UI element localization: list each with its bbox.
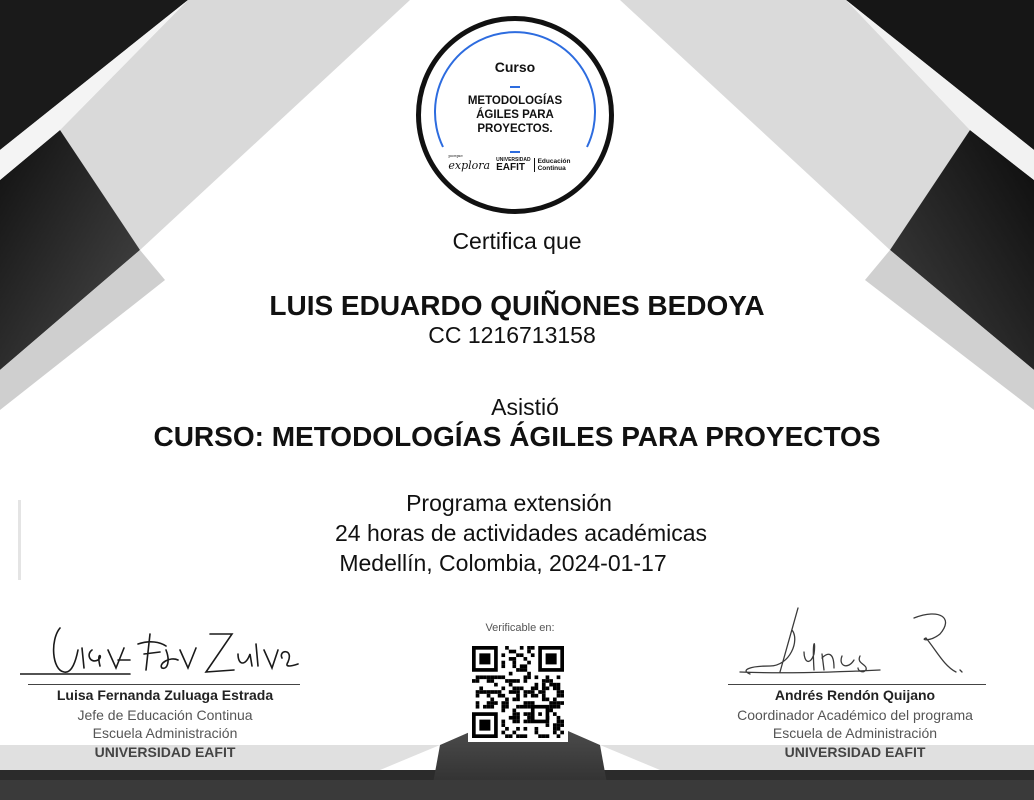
qr-code-icon[interactable] bbox=[472, 646, 564, 738]
badge-dash-bottom bbox=[510, 151, 520, 153]
course-hours: 24 horas de actividades académicas bbox=[334, 520, 708, 546]
left-signer-school: Escuela Administración bbox=[92, 725, 238, 741]
explora-logo: porque explora bbox=[448, 152, 491, 172]
certifies-text: Certifica que bbox=[452, 228, 582, 254]
course-title: CURSO: METODOLOGÍAS ÁGILES PARA PROYECTOS bbox=[153, 421, 881, 452]
badge-label: Curso bbox=[494, 59, 536, 75]
side-watermark bbox=[14, 500, 26, 580]
left-signer-org: UNIVERSIDAD EAFIT bbox=[94, 744, 236, 760]
program-type: Programa extensión bbox=[406, 490, 612, 516]
right-signature-image bbox=[730, 600, 990, 684]
qr-code-container[interactable] bbox=[468, 644, 568, 742]
badge-dash-top bbox=[510, 86, 520, 88]
right-signer-org: UNIVERSIDAD EAFIT bbox=[784, 744, 926, 760]
recipient-id: CC 1216713158 bbox=[428, 322, 596, 348]
right-signer-school: Escuela de Administración bbox=[772, 725, 938, 741]
verification-label: Verificable en: bbox=[485, 622, 555, 634]
right-signer-role: Coordinador Académico del programa bbox=[737, 707, 973, 723]
right-signer-name: Andrés Rendón Quijano bbox=[774, 687, 936, 703]
badge-logos bbox=[421, 152, 609, 173]
left-signer-name: Luisa Fernanda Zuluaga Estrada bbox=[56, 687, 274, 703]
attended-text: Asistió bbox=[491, 394, 559, 420]
left-signature-line bbox=[28, 684, 300, 685]
recipient-name: LUIS EDUARDO QUIÑONES BEDOYA bbox=[269, 290, 765, 321]
left-signer-role: Jefe de Educación Continua bbox=[77, 707, 253, 723]
bottom-bar bbox=[0, 780, 1034, 800]
right-signature-line bbox=[728, 684, 986, 685]
badge-course-name: METODOLOGÍAS ÁGILES PARA PROYECTOS. bbox=[467, 95, 563, 135]
eafit-logo: UNIVERSIDAD EAFIT Educación Continua bbox=[496, 157, 581, 173]
course-badge bbox=[416, 16, 614, 214]
left-signature-image bbox=[20, 620, 300, 684]
place-date: Medellín, Colombia, 2024-01-17 bbox=[339, 550, 667, 576]
educacion-continua-logo: Educación Continua bbox=[537, 158, 571, 172]
